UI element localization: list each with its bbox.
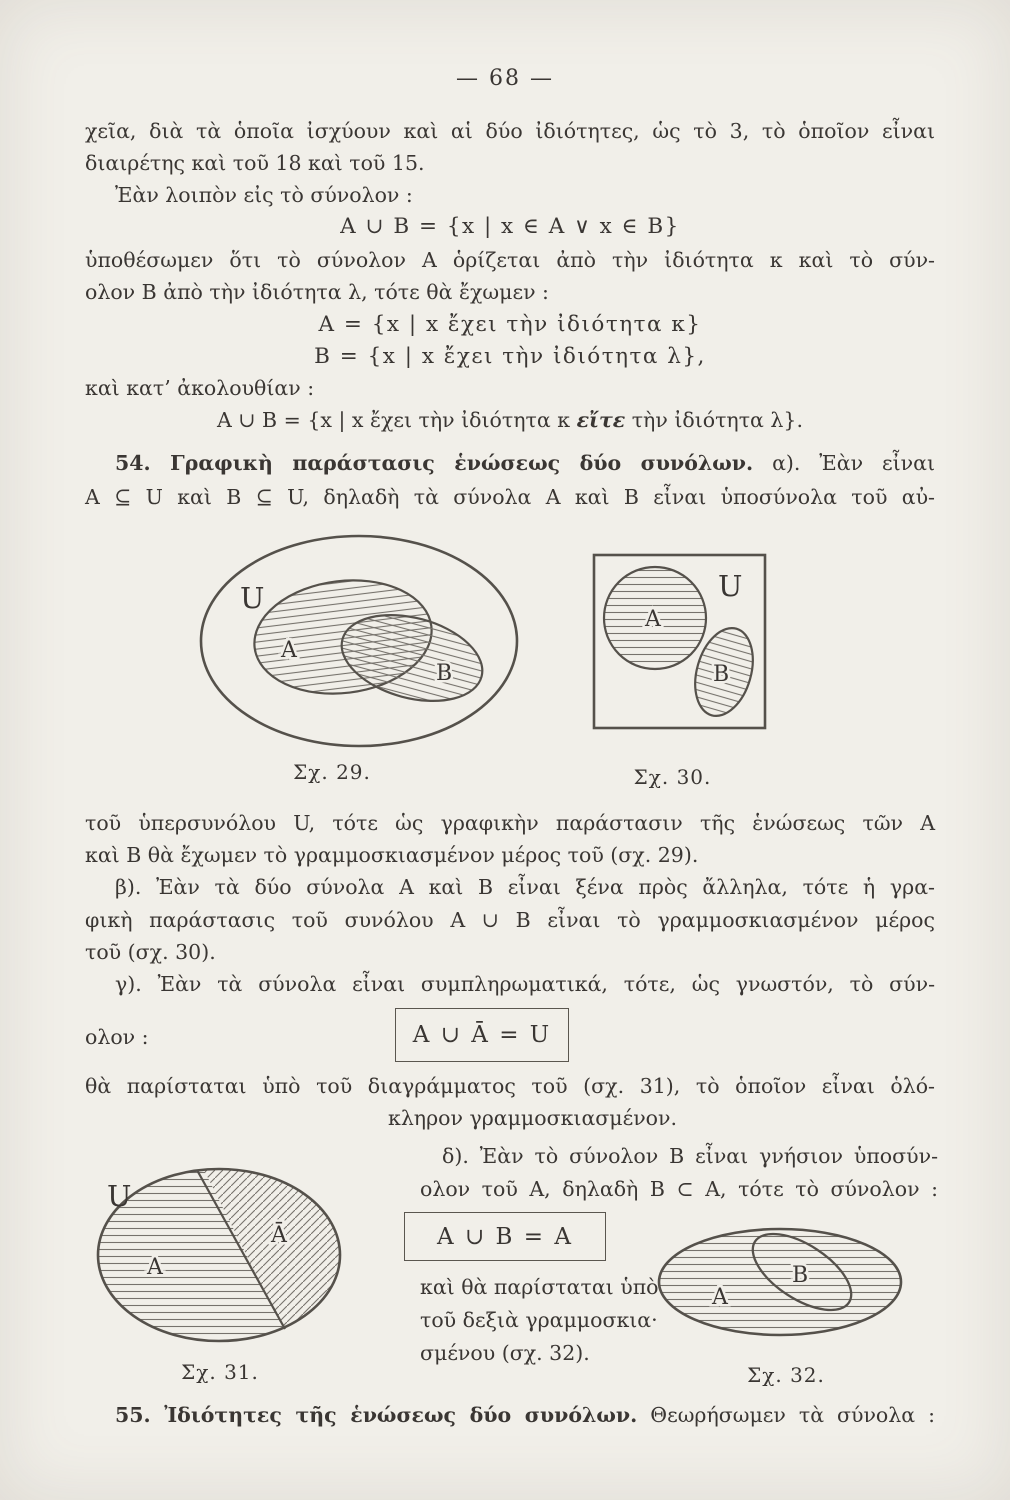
text-line: β). Ἐὰν τὰ δύο σύνολα A καὶ B εἶναι ξένα πρὸς ἄλληλα, τότε ἡ γρα- [115,875,935,899]
formula-part: τὴν ἰδιότητα λ}. [625,408,803,432]
set-a-ellipse [659,1229,901,1335]
figure-29-venn-union [196,530,528,756]
formula-set-b: B = {x | x ἔχει τὴν ἰδιότητα λ}, [314,344,706,369]
formula-emphasis: εἴτε [576,408,626,432]
figure-caption-29: Σχ. 29. [293,760,371,784]
figure-32-venn-subset [656,1226,906,1342]
text-line: τοῦ δεξιὰ γραμμοσκια· [420,1308,658,1332]
text-line: κληρον γραμμοσκιασμένον. [388,1106,678,1130]
text-line: καὶ θὰ παρίσταται ὑπὸ [420,1275,659,1299]
text-line: τοῦ (σχ. 30). [85,940,216,964]
text-line: καὶ κατ’ ἀκολουθίαν : [85,376,315,400]
text-line: ολον : [85,1025,149,1049]
boxed-formula-complement-union: A ∪ Ā = U [395,1008,569,1062]
text-line: καὶ B θὰ ἔχωμεν τὸ γραμμοσκιασμένον μέρος τοῦ (σχ. 29). [85,843,699,867]
figure-caption-31: Σχ. 31. [181,1360,259,1384]
set-a-label: A [281,638,297,663]
set-b-label: B [713,662,730,687]
universe-label: U [718,569,743,603]
section-55-lead: Θεωρήσωμεν τὰ σύνολα : [637,1403,935,1427]
set-a-complement-label: Ā [271,1223,287,1248]
set-a-label: A [645,607,661,632]
text-line: θὰ παρίσταται ὑπὸ τοῦ διαγράμματος τοῦ (σχ. 31), τὸ ὁποῖον εἶναι ὁλό- [85,1074,935,1098]
text-line: χεῖα, διὰ τὰ ὁποῖα ἰσχύουν καὶ αἱ δύο ἰδιότητες, ὡς τὸ 3, τὸ ὁποῖον εἶναι [85,119,935,143]
formula-union-definition: A ∪ B = {x | x ∈ A ∨ x ∈ B} [340,214,680,239]
formula-set-a: A = {x | x ἔχει τὴν ἰδιότητα κ} [318,312,702,337]
figure-caption-30: Σχ. 30. [633,765,712,789]
universe-label: U [240,581,265,615]
set-b-label: B [436,661,453,686]
text-line: τοῦ ὑπερσυνόλου U, τότε ὡς γραφικὴν παράστασιν τῆς ἑνώσεως τῶν A [85,811,935,835]
text-line: σμένου (σχ. 32). [420,1341,590,1365]
universe-label: U [107,1179,132,1213]
figure-30-venn-disjoint [592,553,768,731]
formula-union-property [85,407,935,434]
set-b-label: B [792,1263,809,1288]
text-line: ὑποθέσωμεν ὅτι τὸ σύνολον A ὁρίζεται ἀπὸ τὴν ἰδιότητα κ καὶ τὸ σύν- [85,248,935,272]
section-54-lead: α). Ἐὰν εἶναι [753,451,935,475]
figure-31-venn-complement [95,1162,347,1350]
text-line: ολον τοῦ A, δηλαδὴ B ⊂ A, τότε τὸ σύνολον : [420,1177,938,1201]
set-a-label: A [147,1255,163,1280]
formula-part: A ∪ B = {x | x ἔχει τὴν ἰδιότητα κ [217,408,577,432]
section-55-heading [85,1402,935,1429]
text-line: δ). Ἐὰν τὸ σύνολον B εἶναι γνήσιον ὑποσύν- [442,1144,938,1168]
section-55-title: 55. Ἰδιότητες τῆς ἑνώσεως δύο συνόλων. [115,1403,638,1427]
text-line: Ἐὰν λοιπὸν εἰς τὸ σύνολον : [115,183,413,207]
section-54-heading [85,450,935,477]
set-a-label: A [712,1285,728,1310]
text-line: φικὴ παράστασις τοῦ συνόλου A ∪ B εἶναι τὸ γραμμοσκιασμένον μέρος [85,908,935,932]
page-number: — 68 — [456,66,554,91]
figure-caption-32: Σχ. 32. [747,1363,825,1387]
boxed-formula-subset-union: A ∪ B = A [404,1212,606,1261]
text-line: διαιρέτης καὶ τοῦ 18 καὶ τοῦ 15. [85,151,425,175]
text-line: ολον B ἀπὸ τὴν ἰδιότητα λ, τότε θὰ ἔχωμεν : [85,280,549,304]
text-line: A ⊆ U καὶ B ⊆ U, δηλαδὴ τὰ σύνολα A καὶ B εἶναι ὑποσύνολα τοῦ αὐ- [85,485,935,509]
section-54-title: 54. Γραφικὴ παράστασις ἑνώσεως δύο συνόλων. [115,451,754,475]
text-line: γ). Ἐὰν τὰ σύνολα εἶναι συμπληρωματικά, τότε, ὡς γνωστόν, τὸ σύν- [115,972,935,996]
